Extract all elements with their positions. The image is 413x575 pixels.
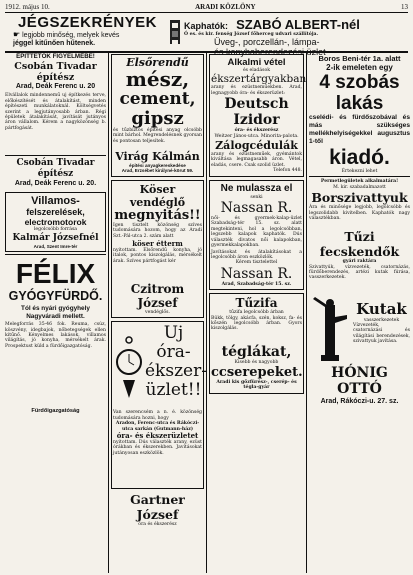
villamos-3: electromotorok — [24, 217, 87, 228]
tf-text: Szivattyúk, vízvezeték, csatornázás, fürdőberendezés, artézi kutak fúrása, vasszerkezetek. — [309, 264, 410, 281]
jegszekreny-ad — [5, 14, 170, 50]
koser-etterm: köser étterm — [132, 239, 183, 249]
ekszertargyak: ékszertárgyakban — [211, 73, 307, 86]
c1-epittetok: ÉPITTETŐK FIGYELMÉBE! — [16, 53, 95, 60]
villamos-4: legolcsóbb forrása — [33, 227, 78, 233]
szabo-name: SZABÓ ALBERT-nél — [236, 17, 360, 32]
uveg: Üveg-, porczellán-, lámpa- — [214, 37, 320, 48]
mesz: mész, — [125, 67, 190, 91]
rent-text: cselédi- és fürdőszobával és más szükséges mellékhelyiségekkel augusztus 1-től — [309, 114, 410, 145]
alkalmi-sub: és eladások — [242, 68, 271, 73]
zalog-text: arany és ezüstneműek, gyémántok kiváltása legmagasabb áron. Vétel, eladás, csere. Csak szolid üzlet. — [211, 152, 302, 168]
villamos-5: Kalmár Józsefnél — [12, 232, 99, 243]
nassan-text: női- és gyermek-kalap-üzlet Szabadság-tér 15. sz. alatt megtekinteni, hol a legolcsóbban, legszebb kalapok kaphatók. Dús választék divatos női kalapokban, gyermekkalapokban. — [211, 216, 302, 249]
deutsch: Deutsch Izidor — [224, 96, 289, 129]
rent-ertekezni: Értekezni lehet — [341, 169, 378, 174]
kutak-sub: vasszerkezetek — [363, 317, 400, 323]
col-divider-1 — [108, 53, 109, 573]
tuzifa-text: Bükk, tölgy, akácfa, szén, koksz, fa- és kőszén legolcsóbb árban. Gyors kiszolgálás. — [211, 315, 302, 332]
szabo-ad — [184, 14, 410, 58]
rent-addr: Boros Beni-tér 1a. alatt — [318, 54, 401, 63]
felix-title: FÉLIX — [15, 258, 96, 290]
felix-sub1: Tól és nyári gyógyhely — [21, 305, 90, 313]
nassan-addr: Arad, Szabadság-tér 15. sz. — [221, 281, 292, 287]
tegla-sub: Kisebb és nagyobb — [234, 359, 279, 365]
deutsch-sub: óra- és ékszerész — [234, 128, 279, 134]
tuzi-fecskendok: Tűzi fecskendők — [319, 229, 400, 260]
column-3 — [209, 54, 307, 573]
uj-text4: nyitottam. Dús választék arany, ezüst órákban és ékszerekben. Javításokat jutányosan eszközlök. — [113, 440, 202, 456]
alkalmi-text: arany és ezüstneműekben. Arad, legnagyobb óra- és ékszerüzlet: — [211, 85, 302, 96]
alkalmi-title: Alkalmi vétel — [227, 57, 286, 68]
jeg-text2: jéggel kitűnően hűtenek. — [13, 40, 96, 47]
zalog-tel: Telefon 448. — [273, 168, 302, 174]
stove-logo — [168, 18, 182, 48]
teglakat: téglákat, — [221, 343, 292, 360]
col-divider-2 — [206, 53, 207, 573]
kaphatok: Kaphatók: — [184, 21, 229, 31]
col-divider-3 — [306, 53, 307, 573]
tuzifa: Tűzifa — [235, 296, 278, 311]
rent-4szobas: 4 szobás — [319, 72, 400, 93]
nassan-name: Nassan R. — [220, 200, 293, 217]
rent-kiado: kiadó. — [329, 146, 390, 169]
c1-csoban: Csobán Tivadar építész — [14, 61, 97, 84]
page-header — [5, 3, 408, 12]
villamos-ad — [5, 192, 106, 252]
borszivattyuk: Borszivattyuk — [311, 190, 408, 206]
gyogyfurdo: GYÓGYFÜRDŐ. — [8, 289, 103, 304]
header-paper: ARADI KÖZLÖNY — [195, 3, 256, 11]
zalog: Zálogcédulák — [215, 139, 298, 153]
water-pump-icon — [311, 295, 351, 367]
czitrom: Czitrom József — [130, 282, 185, 311]
virag-kalman: Virág Kálmán — [115, 150, 200, 163]
perm-sub: M. kir. szabadalmazott — [333, 184, 386, 190]
honig-addr: Arad, Rákóczi-u. 27. sz. — [320, 397, 399, 405]
cement-ad — [111, 54, 204, 177]
uj-text2: Aradon, Ferenc-utca és Rákóczi-utca sarkán (Gutmann-ház) — [115, 421, 200, 432]
villamos-6: Arad, Szent Imre-tér — [33, 243, 78, 249]
c1-csoban2: Csobán Tivadar építész — [16, 158, 95, 180]
jeg-text1: legjobb minőség, melyek kevés — [22, 32, 120, 39]
rent-floor: 2-ik emeleten egy — [326, 63, 393, 72]
header-page: 13 — [401, 3, 408, 11]
koser-open: megnyitás!! — [114, 207, 201, 223]
cement: cement, — [119, 89, 196, 109]
kutak: Kutak — [356, 299, 407, 318]
nassan-kerem: Kérem tisztelettel — [235, 260, 278, 266]
felix-sign: Fürdőigazgatóság — [31, 408, 80, 415]
cserepeket: ccserepeket. — [211, 364, 303, 380]
gipsz: gipsz — [131, 108, 184, 129]
nassan-title: Ne mulassza el — [220, 182, 293, 194]
uj-text1: Van szerencsém a n. é. közönség tudomására hozni, hogy — [113, 410, 202, 421]
virag-addr: Arad, Erzsébet királyné-körut 59. — [121, 168, 194, 174]
konyha: és konyhaberendezési üzlet — [214, 47, 326, 58]
header-date: 1912. május 10. — [5, 3, 50, 11]
gartner: Gartner József — [130, 492, 185, 523]
header-rule — [5, 12, 408, 13]
bor-text: Ára és minősége legjobb, legolcsóbb és legszolidabb kivitelben. Kaphatók nagy választékban. — [309, 205, 410, 222]
koser-text2: nyitottam. Elsőrendű konyha, jó italok, pontos kiszolgálás, mérsékelt árak. Szíves pártfogást kér — [113, 248, 202, 264]
kutak-text: Vízvezeték, csatornázási és világítási berendezések, szivattyuk javítása. — [353, 323, 410, 345]
perm-title: Permetlegületek alkalmatára! — [320, 179, 399, 185]
nassan-senki: senki — [250, 194, 263, 200]
koser-title: Köser vendéglő — [129, 182, 186, 209]
pocket-watch-icon — [115, 332, 143, 402]
c1-address: Arad, Deák Ferenc u. 20 — [15, 83, 96, 91]
villamos-1: Villamos- — [31, 195, 80, 208]
uj-ora: Uj óra- — [156, 323, 191, 363]
czitrom-sub: vendéglős. — [145, 310, 170, 316]
alkalmi-ad — [209, 54, 307, 177]
nassan-ad — [209, 180, 304, 290]
gartner-sub: óra és ékszerész — [138, 522, 177, 528]
felix-text: Melegforrás 35-46 fok. Reuma, csúz, köszvény, idegbajok, nőbetegségek ellen kitűnő. Kényelmes lakások, villamos világítás, jó konyha, mérsékelt árak. Prospektust küld a fürdőigazgatóság. — [5, 322, 106, 349]
tf-sub: gyári raktára — [342, 259, 377, 265]
villamos-2: felszerelések, — [26, 207, 85, 218]
column-1 — [5, 54, 106, 573]
jeg-title: JÉGSZEKRÉNYEK — [17, 14, 158, 31]
nassan-name2: Nassan R. — [220, 265, 293, 282]
uj-ekszer: ékszer- — [145, 361, 207, 382]
tuzifa-ad — [209, 293, 304, 394]
szabo-sub: Ó es. és kir. fenség József főherceg udvari szállítója. — [184, 32, 319, 37]
uj-uzlet: üzlet!! — [145, 380, 202, 401]
c1-address2: Arad, Deák Ferenc u. 20. — [14, 180, 97, 188]
elsorendu: Elsőrendű — [126, 56, 189, 69]
cement-text: és tűzbiztos épitési anyag olcsóbb mint bárhol. Megrendelésnek gyorsan és pontosan teljesítek. — [113, 128, 202, 144]
teglagyar: Aradi kis gőzfürész-, cserép- és tégla-gyár — [216, 379, 297, 391]
pump-block — [309, 293, 410, 365]
column-4 — [309, 54, 410, 573]
koser-ad — [111, 180, 204, 319]
hand-icon: ☛ — [13, 30, 21, 39]
honig-otto: HÓNIG OTTÓ — [331, 364, 388, 397]
c1-epit-text: Elvállalok mindennemű uj építkezés terve, előkészítését és átalakítást, minden építészeti munkálatoknál. Költségvetés szerint a legjutányosabb árban. Régi épületek átalakítását, javítását jutányos áron vállalom. Kérem a nagyközönség b. pártfogását. — [5, 93, 106, 131]
koser-text1: Igen tisztelt közönség szíves tudomására hozom, hogy az Aradi Szt.-Pál-utca 2. szám alatt — [113, 222, 202, 239]
rent-lakas: lakás — [335, 93, 384, 114]
tuzifa-sub: tűzifa legolcsóbb árban — [229, 310, 284, 316]
column-2 — [111, 54, 207, 573]
virag-sub: épitési anyagkereskedése — [129, 163, 186, 168]
felix-sub2: Nagyváradi mellett. — [26, 313, 85, 321]
deutsch-addr: Weitzer János-utca. Minorita-palota. — [214, 133, 299, 139]
ekszer-ad — [111, 321, 207, 489]
uj-text3: óra- és ékszerüzletet — [116, 431, 199, 441]
nassan-text2: Javításokat és átalakításokat a legolcsóbb áron eszközlök. — [211, 249, 302, 260]
